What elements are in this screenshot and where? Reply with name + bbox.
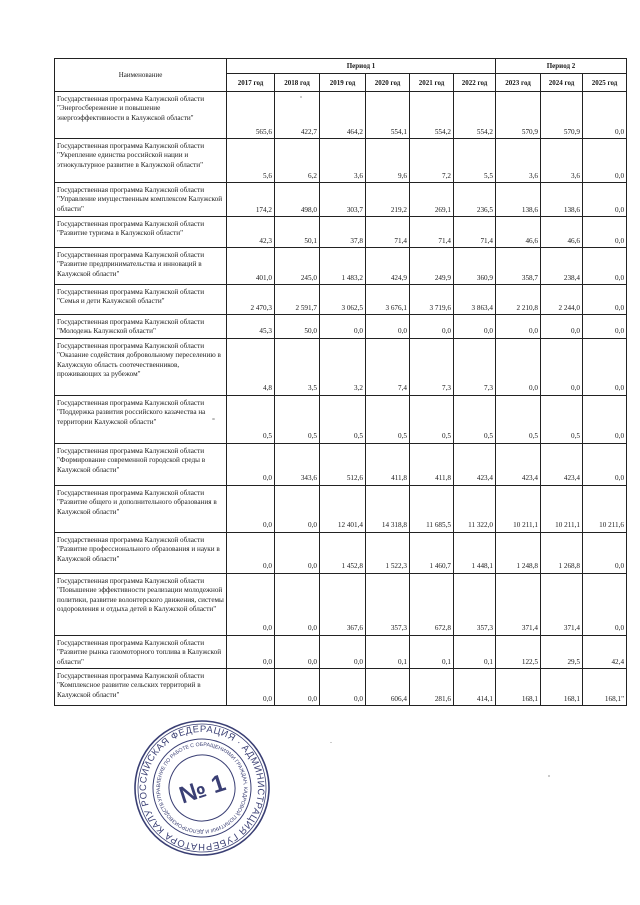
value-cell: 2 470,3	[227, 285, 275, 315]
year-header: 2018 год	[275, 74, 320, 92]
name-column-header: Наименование	[55, 59, 227, 92]
program-name-cell: Государственная программа Калужской области "Развитие профессионального образования и науки в Калужской области"	[55, 532, 227, 573]
value-cell: 7,2	[410, 139, 454, 183]
value-cell: 1 522,3	[366, 532, 410, 573]
value-cell: 5,6	[227, 139, 275, 183]
table-row	[55, 573, 627, 635]
table-row	[55, 338, 627, 395]
year-header: 2019 год	[320, 74, 366, 92]
value-cell: 12 401,4	[320, 485, 366, 532]
value-cell: 236,5	[454, 183, 496, 217]
table-row	[55, 217, 627, 248]
value-cell: 29,5	[541, 635, 583, 668]
table-row	[55, 443, 627, 485]
value-cell: 2 591,7	[275, 285, 320, 315]
program-name-cell: Государственная программа Калужской области "Развитие общего и дополнительного образования в Калужской области"	[55, 485, 227, 532]
value-cell: 367,6	[320, 573, 366, 635]
value-cell: 0,0	[227, 573, 275, 635]
period-2-header: Период 2	[496, 59, 627, 74]
value-cell: 0,0	[583, 573, 627, 635]
value-cell: 0,1	[454, 635, 496, 668]
value-cell: 0,0	[583, 395, 627, 443]
value-cell: 0,0	[496, 315, 541, 339]
program-name-cell: Государственная программа Калужской области "Поддержка развития российского казачества на территории Калужской области"	[55, 395, 227, 443]
program-name-cell: Государственная программа Калужской области "Развитие туризма в Калужской области"	[55, 217, 227, 248]
value-cell: 0,5	[366, 395, 410, 443]
value-cell: 554,1	[366, 92, 410, 139]
value-cell: 281,6	[410, 669, 454, 706]
value-cell: 357,3	[454, 573, 496, 635]
svg-text:УПРАВЛЕНИЕ ПО РАБОТЕ С ОБРАЩЕН: УПРАВЛЕНИЕ ПО РАБОТЕ С ОБРАЩЕНИЯМИ ГРАЖДАН, КАДРОВОЙ ПОЛИТИКИ И ДЕЛОПРОИЗВОДСТВА	[155, 741, 249, 835]
value-cell: 360,9	[454, 248, 496, 285]
year-header: 2022 год	[454, 74, 496, 92]
program-name-cell: Государственная программа Калужской области "Развитие предпринимательства и инноваций в Калужской области"	[55, 248, 227, 285]
value-cell: 238,4	[541, 248, 583, 285]
table-row	[55, 395, 627, 443]
value-cell: 46,6	[541, 217, 583, 248]
value-cell: 414,1	[454, 669, 496, 706]
program-name-cell: Государственная программа Калужской области "Формирование современной городской среды в Калужской области"	[55, 443, 227, 485]
value-cell: 3 863,4	[454, 285, 496, 315]
value-cell: 0,0	[583, 443, 627, 485]
value-cell: 0,0	[583, 285, 627, 315]
value-cell: 3 676,1	[366, 285, 410, 315]
value-cell: 14 318,8	[366, 485, 410, 532]
value-cell: 50,0	[275, 315, 320, 339]
table-row	[55, 183, 627, 217]
value-cell: 5,5	[454, 139, 496, 183]
value-cell: 0,0	[227, 485, 275, 532]
value-cell: 423,4	[496, 443, 541, 485]
value-cell: 245,0	[275, 248, 320, 285]
value-cell: 219,2	[366, 183, 410, 217]
scan-speck	[300, 96, 302, 98]
official-seal-stamp	[132, 718, 272, 858]
value-cell: 174,2	[227, 183, 275, 217]
value-cell: 0,0	[583, 532, 627, 573]
value-cell: 0,0	[583, 338, 627, 395]
value-cell: 343,6	[275, 443, 320, 485]
value-cell: 1 483,2	[320, 248, 366, 285]
value-cell: 2 244,0	[541, 285, 583, 315]
program-name-cell: Государственная программа Калужской области "Оказание содействия добровольному переселению в Калужскую область соотечественников, проживающих за рубежом"	[55, 338, 227, 395]
value-cell: 0,5	[410, 395, 454, 443]
value-cell: 411,8	[366, 443, 410, 485]
program-name-cell: Государственная программа Калужской области "Управление имущественным комплексом Калужской области"	[55, 183, 227, 217]
value-cell: 0,0	[275, 485, 320, 532]
value-cell: 570,9	[541, 92, 583, 139]
value-cell: 498,0	[275, 183, 320, 217]
value-cell: 71,4	[410, 217, 454, 248]
scan-speck	[330, 742, 332, 743]
table-row	[55, 285, 627, 315]
value-cell: 0,0	[275, 669, 320, 706]
value-cell: 42,4	[583, 635, 627, 668]
value-cell: 3 062,5	[320, 285, 366, 315]
value-cell: 0,0	[454, 315, 496, 339]
value-cell: 0,1	[366, 635, 410, 668]
value-cell: 71,4	[366, 217, 410, 248]
value-cell: 168,1"	[583, 669, 627, 706]
value-cell: 0,0	[541, 338, 583, 395]
value-cell: 0,0	[320, 315, 366, 339]
value-cell: 168,1	[496, 669, 541, 706]
value-cell: 606,4	[366, 669, 410, 706]
value-cell: 0,0	[583, 248, 627, 285]
table-row	[55, 669, 627, 706]
year-header: 2017 год	[227, 74, 275, 92]
value-cell: 0,0	[583, 217, 627, 248]
value-cell: 46,6	[496, 217, 541, 248]
program-name-cell: Государственная программа Калужской области "Молодежь Калужской области"	[55, 315, 227, 339]
table-body	[55, 92, 627, 706]
value-cell: 423,4	[541, 443, 583, 485]
value-cell: 0,5	[320, 395, 366, 443]
program-name-cell: Государственная программа Калужской области "Семья и дети Калужской области"	[55, 285, 227, 315]
value-cell: 50,1	[275, 217, 320, 248]
svg-text:№ 1: № 1	[176, 769, 229, 810]
value-cell: 0,0	[583, 183, 627, 217]
value-cell: 0,0	[227, 532, 275, 573]
year-header: 2024 год	[541, 74, 583, 92]
value-cell: 0,5	[227, 395, 275, 443]
value-cell: 358,7	[496, 248, 541, 285]
value-cell: 45,3	[227, 315, 275, 339]
year-header: 2023 год	[496, 74, 541, 92]
table-row	[55, 315, 627, 339]
value-cell: 0,0	[583, 92, 627, 139]
table-row	[55, 532, 627, 573]
table-row	[55, 139, 627, 183]
value-cell: 9,6	[366, 139, 410, 183]
table-row	[55, 248, 627, 285]
value-cell: 3 719,6	[410, 285, 454, 315]
seal-icon	[132, 718, 272, 858]
value-cell: 357,3	[366, 573, 410, 635]
value-cell: 2 210,8	[496, 285, 541, 315]
value-cell: 401,0	[227, 248, 275, 285]
value-cell: 0,0	[366, 315, 410, 339]
value-cell: 11 685,5	[410, 485, 454, 532]
value-cell: 37,8	[320, 217, 366, 248]
value-cell: 554,2	[454, 92, 496, 139]
value-cell: 0,0	[320, 635, 366, 668]
value-cell: 0,5	[541, 395, 583, 443]
value-cell: 512,6	[320, 443, 366, 485]
value-cell: 0,0	[583, 315, 627, 339]
value-cell: 7,4	[366, 338, 410, 395]
value-cell: 1 248,8	[496, 532, 541, 573]
value-cell: 570,9	[496, 92, 541, 139]
value-cell: 122,5	[496, 635, 541, 668]
table-row	[55, 92, 627, 139]
value-cell: 7,3	[410, 338, 454, 395]
program-name-cell: Государственная программа Калужской области "Укрепление единства российской нации и этнокультурное развитие в Калужской области"	[55, 139, 227, 183]
value-cell: 0,0	[541, 315, 583, 339]
value-cell: 0,5	[275, 395, 320, 443]
value-cell: 565,6	[227, 92, 275, 139]
period-1-header: Период 1	[227, 59, 496, 74]
value-cell: 423,4	[454, 443, 496, 485]
program-name-cell: Государственная программа Калужской области "Энергосбережение и повышение энергоэффективности в Калужской области"	[55, 92, 227, 139]
value-cell: 1 452,8	[320, 532, 366, 573]
value-cell: 3,6	[496, 139, 541, 183]
program-name-cell: Государственная программа Калужской области "Комплексное развитие сельских территорий в Калужской области"	[55, 669, 227, 706]
value-cell: 672,8	[410, 573, 454, 635]
value-cell: 7,3	[454, 338, 496, 395]
value-cell: 303,7	[320, 183, 366, 217]
year-header: 2025 год	[583, 74, 627, 92]
budget-table	[54, 58, 627, 706]
budget-table-sheet	[54, 58, 626, 706]
value-cell: 554,2	[410, 92, 454, 139]
value-cell: 0,5	[454, 395, 496, 443]
value-cell: 10 211,1	[496, 485, 541, 532]
value-cell: 42,3	[227, 217, 275, 248]
value-cell: 269,1	[410, 183, 454, 217]
value-cell: 0,0	[496, 338, 541, 395]
svg-text:РОССИЙСКАЯ ФЕДЕРАЦИЯ · АДМИНИС: РОССИЙСКАЯ ФЕДЕРАЦИЯ · АДМИНИСТРАЦИЯ ГУБЕРНАТОРА КАЛУЖСКОЙ	[136, 722, 268, 854]
value-cell: 71,4	[454, 217, 496, 248]
year-header: 2020 год	[366, 74, 410, 92]
program-name-cell: Государственная программа Калужской области "Развитие рынка газомоторного топлива в Калужской области"	[55, 635, 227, 668]
value-cell: 3,6	[541, 139, 583, 183]
scan-speck	[212, 418, 215, 420]
table-row	[55, 485, 627, 532]
value-cell: 371,4	[541, 573, 583, 635]
year-header: 2021 год	[410, 74, 454, 92]
value-cell: 10 211,1	[541, 485, 583, 532]
value-cell: 0,0	[227, 669, 275, 706]
value-cell: 1 448,1	[454, 532, 496, 573]
value-cell: 0,0	[320, 669, 366, 706]
program-name-cell: Государственная программа Калужской области "Повышение эффективности реализации молодежной политики, развитие волонтерского движения, системы оздоровления и отдыха детей в Калужской области"	[55, 573, 227, 635]
value-cell: 1 460,7	[410, 532, 454, 573]
value-cell: 371,4	[496, 573, 541, 635]
scan-speck	[548, 775, 550, 777]
value-cell: 0,5	[496, 395, 541, 443]
value-cell: 168,1	[541, 669, 583, 706]
value-cell: 1 268,8	[541, 532, 583, 573]
value-cell: 10 211,6	[583, 485, 627, 532]
value-cell: 0,0	[410, 315, 454, 339]
table-row	[55, 635, 627, 668]
value-cell: 3,6	[320, 139, 366, 183]
value-cell: 0,0	[227, 443, 275, 485]
value-cell: 0,0	[275, 573, 320, 635]
value-cell: 411,8	[410, 443, 454, 485]
value-cell: 0,1	[410, 635, 454, 668]
value-cell: 0,0	[583, 139, 627, 183]
value-cell: 422,7	[275, 92, 320, 139]
value-cell: 424,9	[366, 248, 410, 285]
value-cell: 11 322,0	[454, 485, 496, 532]
value-cell: 4,8	[227, 338, 275, 395]
value-cell: 249,9	[410, 248, 454, 285]
value-cell: 464,2	[320, 92, 366, 139]
value-cell: 3,5	[275, 338, 320, 395]
value-cell: 138,6	[541, 183, 583, 217]
value-cell: 138,6	[496, 183, 541, 217]
value-cell: 0,0	[275, 532, 320, 573]
value-cell: 0,0	[275, 635, 320, 668]
value-cell: 6,2	[275, 139, 320, 183]
value-cell: 0,0	[227, 635, 275, 668]
value-cell: 3,2	[320, 338, 366, 395]
